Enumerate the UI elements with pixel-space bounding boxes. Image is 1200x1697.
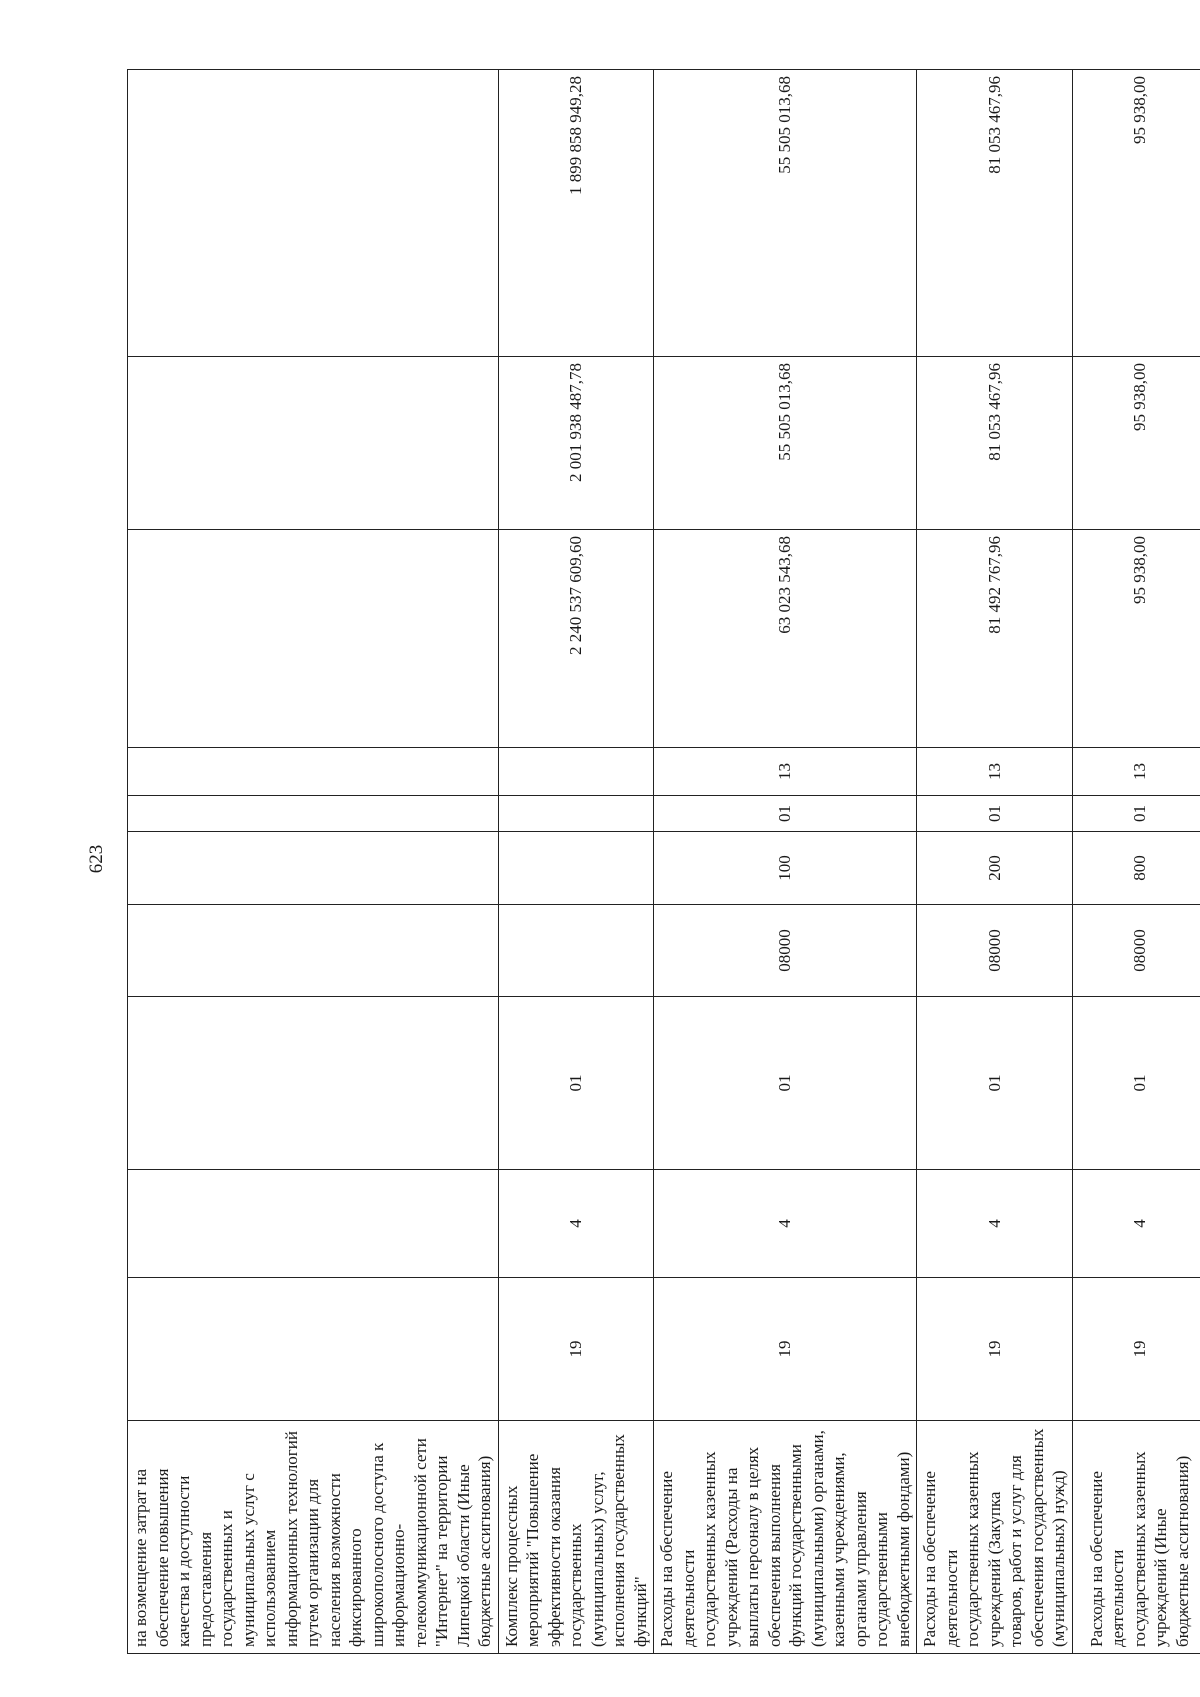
code-col-6	[498, 796, 654, 832]
code-col-5	[128, 832, 499, 905]
value-year-3: 81 053 467,96	[917, 70, 1073, 357]
value-year-1: 81 492 767,96	[917, 530, 1073, 748]
table-row	[1072, 70, 1200, 1654]
table-row	[917, 70, 1073, 1654]
code-col-5: 100	[654, 832, 917, 905]
code-col-5: 200	[917, 832, 1073, 905]
code-col-3: 01	[654, 997, 917, 1170]
value-year-2: 2 001 938 487,78	[498, 357, 654, 530]
code-col-5: 800	[1072, 832, 1200, 905]
value-year-1	[128, 530, 499, 748]
code-col-7: 13	[654, 748, 917, 796]
value-year-2: 55 505 013,68	[654, 357, 917, 530]
code-col-4: 08000	[654, 905, 917, 997]
value-year-3	[128, 70, 499, 357]
table-canvas	[127, 70, 1192, 1654]
code-col-1: 19	[917, 1278, 1073, 1421]
code-col-6: 01	[917, 796, 1073, 832]
value-year-1: 2 240 537 609,60	[498, 530, 654, 748]
value-year-3: 95 938,00	[1072, 70, 1200, 357]
code-col-5	[498, 832, 654, 905]
row-description: на возмещение затрат на обеспечение повышения качества и доступности предоставления государственных и муниципальных услуг с использованием информационных технологий путем организации для населения возможности фиксированного широкополосного доступа к информационно-телекоммуникационной сети "Интернет" на территории Липецкой области (Иные бюджетные ассигнования)	[128, 1421, 499, 1654]
table-row	[498, 70, 654, 1654]
code-col-6: 01	[654, 796, 917, 832]
code-col-2: 4	[654, 1170, 917, 1278]
budget-table	[127, 69, 1200, 1654]
value-year-2	[128, 357, 499, 530]
code-col-4: 08000	[1072, 905, 1200, 997]
value-year-1: 95 938,00	[1072, 530, 1200, 748]
code-col-6	[128, 796, 499, 832]
row-description: Расходы на обеспечение деятельности государственных казенных учреждений (Закупка товаров, работ и услуг для обеспечения государственных (муниципальных) нужд)	[917, 1421, 1073, 1654]
code-col-1: 19	[654, 1278, 917, 1421]
code-col-3: 01	[498, 997, 654, 1170]
code-col-4	[498, 905, 654, 997]
code-col-1: 19	[1072, 1278, 1200, 1421]
code-col-7	[498, 748, 654, 796]
code-col-3: 01	[1072, 997, 1200, 1170]
code-col-1	[128, 1278, 499, 1421]
row-description: Расходы на обеспечение деятельности государственных казенных учреждений (Расходы на выплаты персоналу в целях обеспечения выполнения функций государственными (муниципальными) органами, казенными учреждениями, органами управления государственными внебюджетными фондами)	[654, 1421, 917, 1654]
code-col-3: 01	[917, 997, 1073, 1170]
table-row	[128, 70, 499, 1654]
value-year-2: 81 053 467,96	[917, 357, 1073, 530]
code-col-7	[128, 748, 499, 796]
table-row	[654, 70, 917, 1654]
code-col-2: 4	[917, 1170, 1073, 1278]
value-year-1: 63 023 543,68	[654, 530, 917, 748]
value-year-3: 1 899 858 949,28	[498, 70, 654, 357]
code-col-2: 4	[498, 1170, 654, 1278]
page-number: 623	[86, 844, 107, 874]
code-col-7: 13	[917, 748, 1073, 796]
code-col-6: 01	[1072, 796, 1200, 832]
code-col-2: 4	[1072, 1170, 1200, 1278]
code-col-3	[128, 997, 499, 1170]
value-year-3: 55 505 013,68	[654, 70, 917, 357]
code-col-7: 13	[1072, 748, 1200, 796]
code-col-2	[128, 1170, 499, 1278]
row-description: Расходы на обеспечение деятельности государственных казенных учреждений (Иные бюджетные ассигнования)	[1072, 1421, 1200, 1654]
value-year-2: 95 938,00	[1072, 357, 1200, 530]
row-description: Комплекс процессных мероприятий "Повышение эффективности оказания государственных (муниципальных) услуг, исполнения государственных функций"	[498, 1421, 654, 1654]
rotated-table-frame	[127, 70, 1192, 1654]
code-col-1: 19	[498, 1278, 654, 1421]
code-col-4	[128, 905, 499, 997]
code-col-4: 08000	[917, 905, 1073, 997]
